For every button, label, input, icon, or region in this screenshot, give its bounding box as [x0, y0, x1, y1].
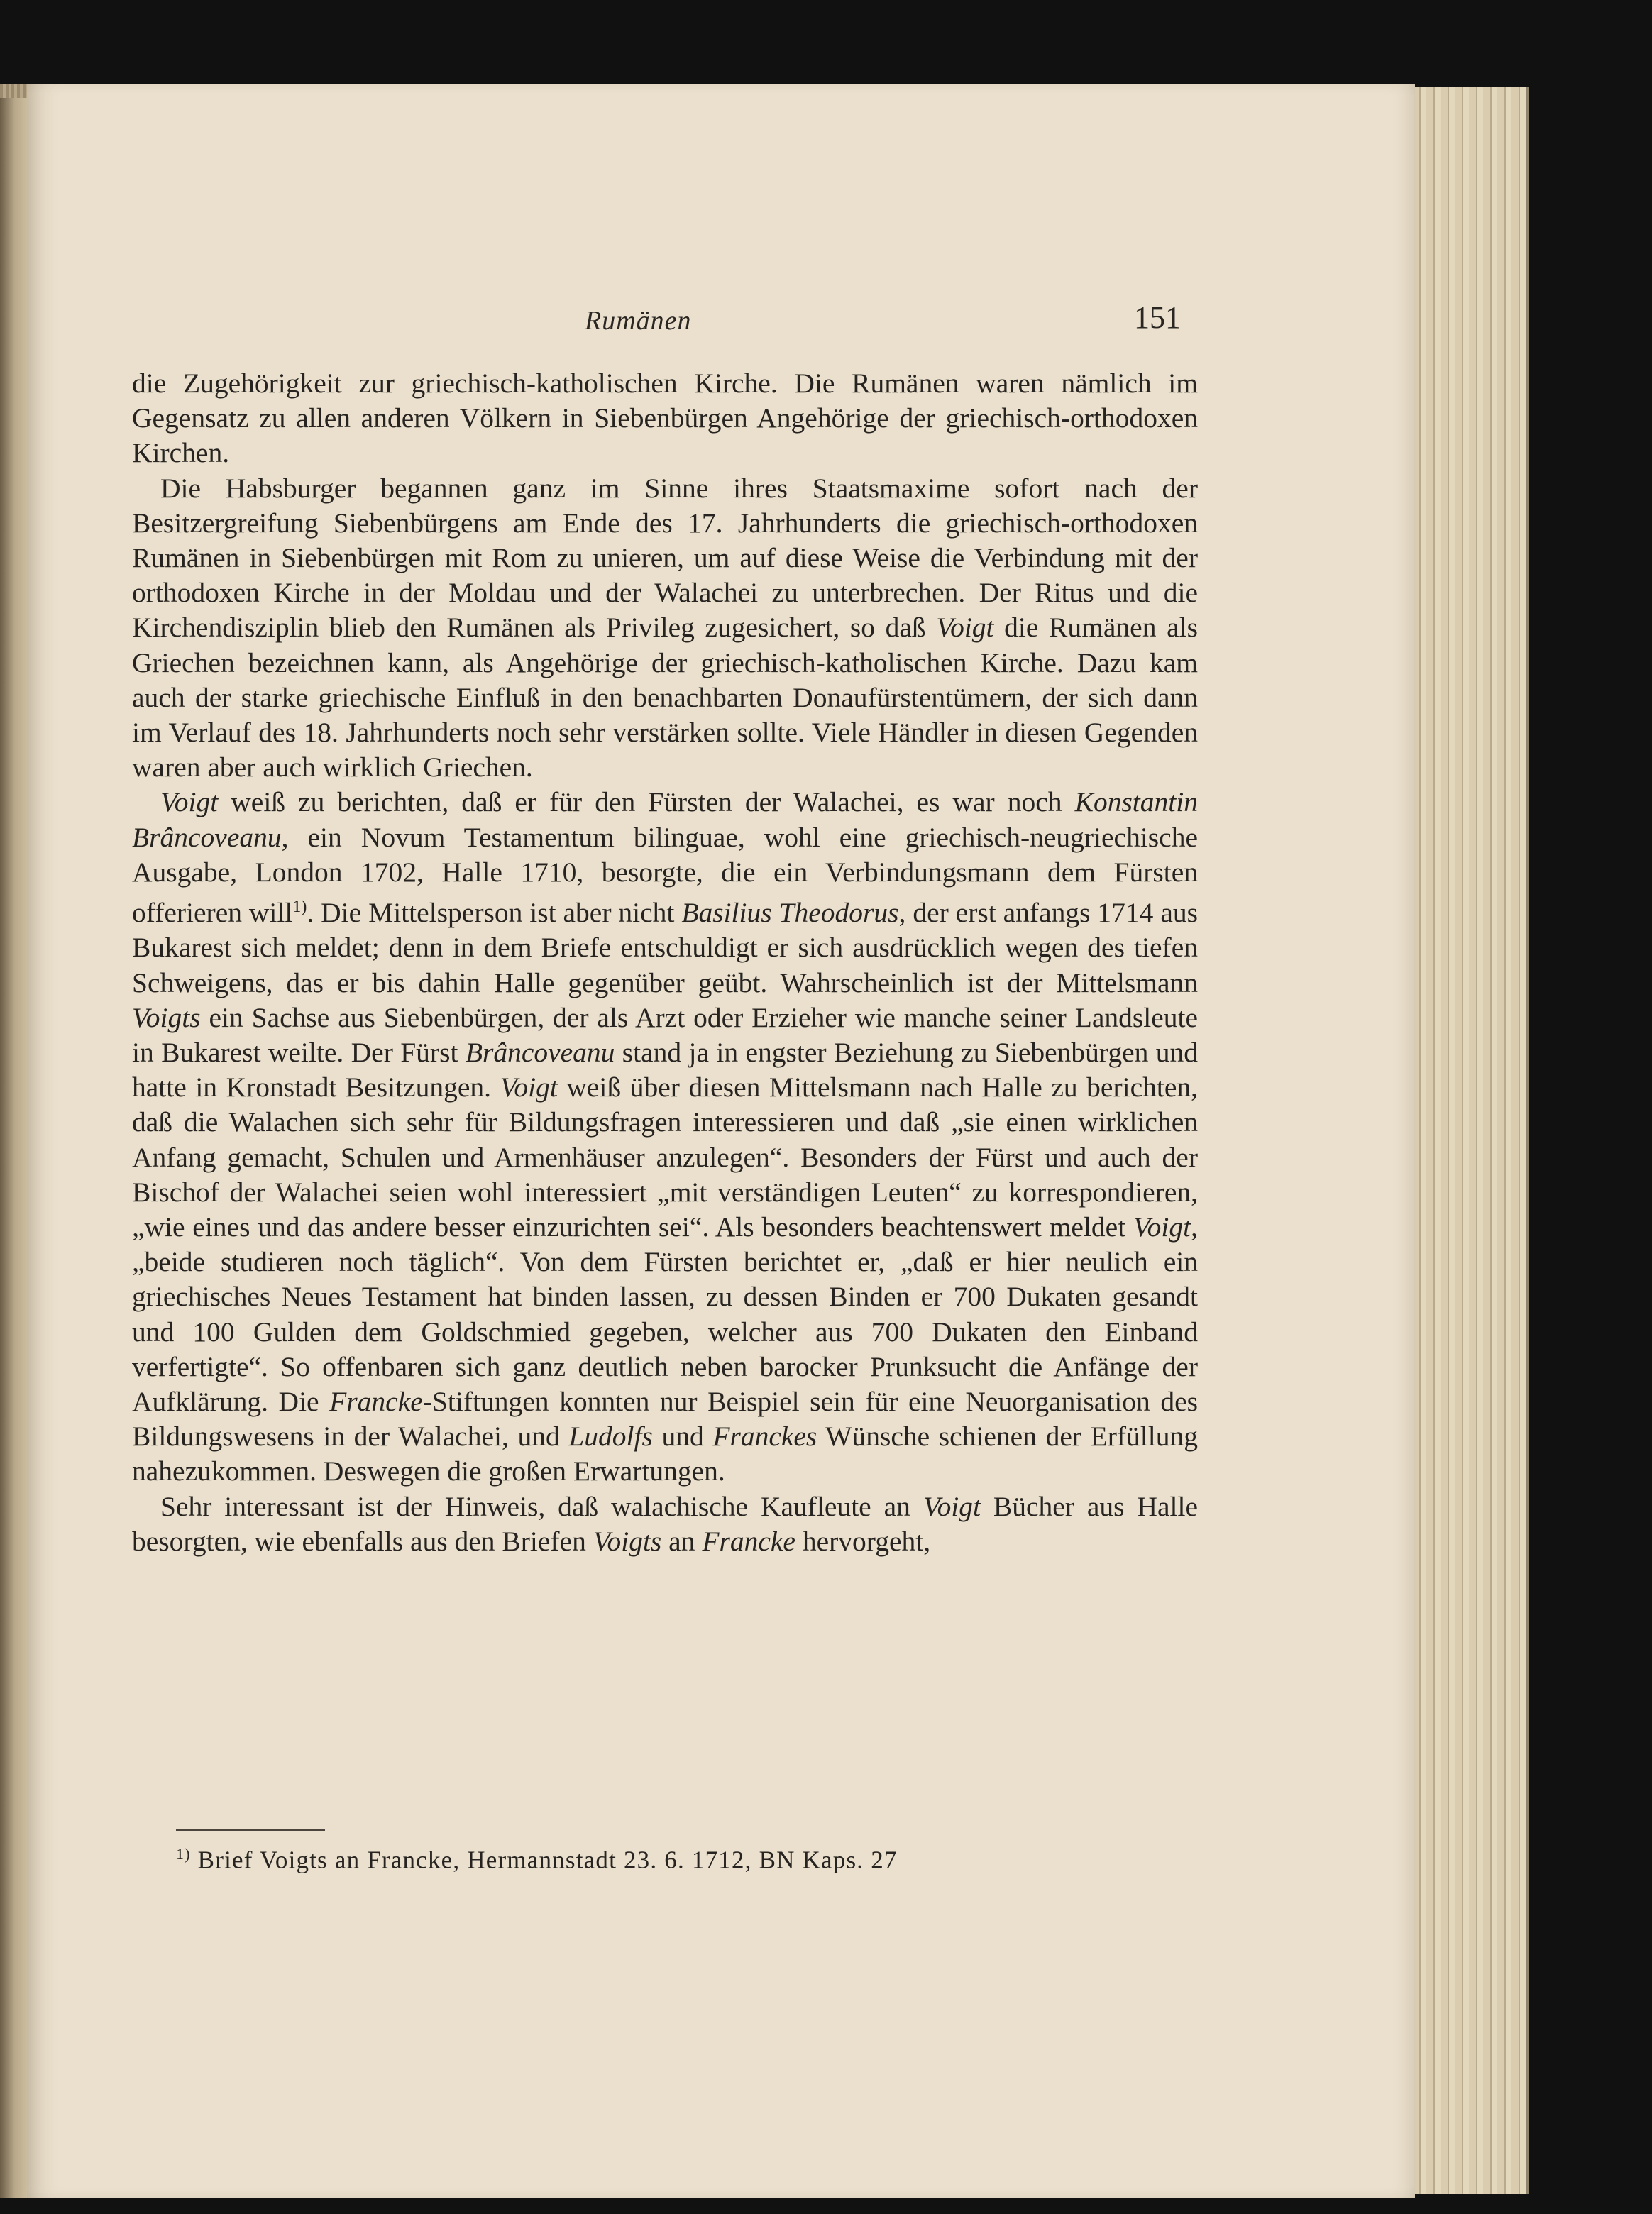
italic-name: Voigt	[500, 1072, 558, 1103]
italic-name: Ludolfs	[568, 1421, 653, 1453]
text-run: weiß über diesen Mittelsmann nach Halle zu berichten, daß die Walachen sich sehr für Bildungsfragen interessieren und daß „sie einen wirklichen Anfang gemacht, Schulen und Armenhäuser anzulegen“. Besonders der Fürst und auch der Bischof der Walachei seien wohl interessiert „mit verständigen Leuten“ zu korrespondieren, „wie eines und das andere besser einzurichten sei“. Als besonders beachtenswert meldet	[132, 1072, 1198, 1243]
text-run: hervorgeht,	[795, 1525, 931, 1557]
text-run: Wünsche schienen der Erfüllung nahezukommen. Deswegen die großen Erwartungen.	[132, 1421, 1198, 1487]
italic-name: Francke	[329, 1386, 423, 1418]
previous-page-edge	[0, 84, 27, 2198]
text-run: Die Habsburger begannen ganz im Sinne ihres Staatsmaxime sofort nach der Besitzergreifung Siebenbürgens am Ende des 17. Jahrhunderts die griechisch-orthodoxen Rumänen in Siebenbürgen mit Rom zu unieren, um auf diese Weise die Verbindung mit der orthodoxen Kirche in der Moldau und der Walachei zu unterbrechen. Der Ritus und die Kirchendisziplin blieb den Rumänen als Privileg zugesichert, so daß	[132, 472, 1198, 644]
paragraph	[132, 785, 1198, 1489]
book-page	[27, 84, 1415, 2198]
italic-name: Voigt	[160, 786, 219, 818]
text-run: weiß zu berichten, daß er für den Fürsten der Walachei, es war noch	[218, 786, 1075, 818]
paragraph	[132, 366, 1198, 471]
text-run: die Zugehörigkeit zur griechisch-katholischen Kirche. Die Rumänen waren nämlich im Gegensatz zu allen anderen Völkern in Siebenbürgen Angehörige der griechisch-orthodoxen Kirchen.	[132, 368, 1198, 469]
paragraph	[132, 471, 1198, 786]
italic-name: Brâncoveanu	[465, 1037, 615, 1069]
footnote-text: Brief Voigts an Francke, Hermannstadt 23. 6. 1712, BN Kaps. 27	[190, 1846, 898, 1874]
italic-name: Voigt	[923, 1490, 981, 1522]
italic-name: Franckes	[712, 1421, 817, 1453]
text-run: ein Sachse aus Siebenbürgen, der als Arzt oder Erzieher wie manche seiner Landsleute in Bukarest weilte. Der Fürst	[132, 1001, 1198, 1069]
italic-name: Francke	[702, 1525, 795, 1557]
running-title: Rumänen	[585, 306, 692, 336]
page-leaves-edge	[1412, 87, 1529, 2194]
footnote-reference: 1)	[292, 898, 307, 917]
italic-name: Voigts	[593, 1525, 662, 1557]
text-run: , ein Novum Testamentum bilinguae, wohl eine griechisch-neugriechische Ausgabe, London 1702, Halle 1710, besorgte, die ein Verbindungsmann dem Fürsten offerieren will	[132, 821, 1198, 929]
text-run: Bücher aus Halle besorgten, wie ebenfalls aus den Briefen	[132, 1490, 1198, 1557]
italic-name: Voigts	[132, 1001, 201, 1033]
text-run: -Stiftungen konnten nur Beispiel sein für eine Neuorganisation des Bildungswesens in der Walachei, und	[132, 1386, 1198, 1453]
body-text	[132, 366, 1198, 1559]
text-run: und	[652, 1421, 713, 1453]
text-run: , „beide studieren noch täglich“. Von dem Fürsten berichtet er, „daß er hier neulich ein griechisches Neues Testament hat binden lassen, zu dessen Binden er 700 Dukaten gesandt und 100 Gulden dem Goldschmied gegeben, welcher aus 700 Dukaten den Einband verfertigte“. So offenbaren sich ganz deutlich neben barocker Prunksucht die Anfänge der Aufklärung. Die	[132, 1211, 1198, 1418]
footnote-marker: 1)	[176, 1845, 191, 1863]
text-run: , der erst anfangs 1714 aus Bukarest sich meldet; denn in dem Briefe entschuldigt er sich ausdrücklich wegen des tiefen Schweigens, das er bis dahin Halle gegenüber geübt. Wahrscheinlich ist der Mittelsmann	[132, 897, 1198, 998]
text-run: stand ja in engster Beziehung zu Siebenbürgen und hatte in Kronstadt Besitzungen.	[132, 1037, 1198, 1103]
text-run: die Rumänen als Griechen bezeichnen kann, als Angehörige der griechisch-katholischen Kirche. Dazu kam auch der starke griechische Einfluß in den benachbarten Donaufürstentümern, der sich dann im Verlauf des 18. Jahrhunderts noch sehr verstärken sollte. Viele Händler in diesen Gegenden waren aber auch wirklich Griechen.	[132, 612, 1198, 783]
text-run: an	[661, 1525, 703, 1557]
paragraph	[132, 1489, 1198, 1559]
text-run: . Die Mittelsperson ist aber nicht	[307, 897, 682, 929]
italic-name: Voigt	[936, 612, 994, 644]
footnote-divider	[176, 1829, 325, 1831]
italic-name: Voigt	[1133, 1211, 1191, 1243]
italic-name: Basilius Theodorus	[681, 897, 899, 929]
italic-name: Konstantin Brâncoveanu	[132, 786, 1198, 853]
page-number: 151	[1134, 300, 1181, 335]
text-run: Sehr interessant ist der Hinweis, daß walachische Kaufleute an	[160, 1490, 923, 1522]
footnote	[176, 1845, 898, 1875]
